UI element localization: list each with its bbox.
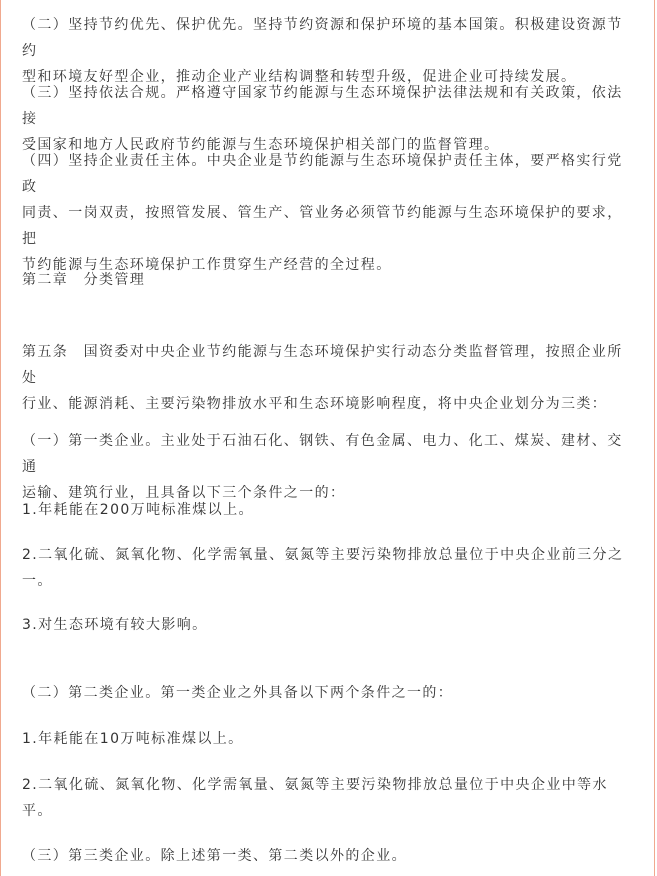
condition-item (22, 497, 636, 523)
article-5-paragraph (22, 339, 636, 417)
condition-item (22, 542, 636, 594)
chapter-heading (22, 267, 636, 293)
text-line: 3.对生态环境有较大影响。 (22, 617, 208, 633)
text-line: 第五条 国资委对中央企业节约能源与生态环境保护实行动态分类监督管理，按照企业所处 (22, 344, 623, 386)
condition-item (22, 612, 636, 638)
condition-item (22, 726, 636, 752)
text-line: （二）第二类企业。第一类企业之外具备以下两个条件之一的： (22, 685, 454, 701)
category-2-paragraph (22, 680, 636, 706)
text-line: （一）第一类企业。主业处于石油石化、钢铁、有色金属、电力、化工、煤炭、建材、交通 (22, 433, 623, 475)
text-line: 行业、能源消耗、主要污染物排放水平和生态环境影响程度，将中央企业划分为三类： (22, 396, 608, 412)
paragraph-principle-4 (22, 148, 636, 278)
paragraph-principle-2 (22, 12, 636, 90)
category-3-paragraph (22, 843, 636, 869)
text-line: （二）坚持节约优先、保护优先。坚持节约资源和保护环境的基本国策。积极建设资源节约 (22, 17, 623, 59)
text-line: 型和环境友好型企业，推动企业产业结构调整和转型升级，促进企业可持续发展。 (22, 69, 577, 85)
text-line: 第二章 分类管理 (22, 272, 146, 288)
text-line: 1.年耗能在200万吨标准煤以上。 (22, 502, 254, 518)
paragraph-principle-3 (22, 80, 636, 158)
text-line: 同责、一岗双责，按照管发展、管生产、管业务必须管节约能源与生态环境保护的要求，把 (22, 205, 623, 247)
text-line: （三）第三类企业。除上述第一类、第二类以外的企业。 (22, 848, 407, 864)
text-line: 一。 (22, 573, 53, 589)
text-line: （四）坚持企业责任主体。中央企业是节约能源与生态环境保护责任主体，要严格实行党政 (22, 153, 623, 195)
text-line: 2.二氧化硫、氮氧化物、化学需氧量、氨氮等主要污染物排放总量位于中央企业前三分之 (22, 547, 624, 563)
text-line: 受国家和地方人民政府节约能源与生态环境保护相关部门的监督管理。 (22, 137, 500, 153)
text-line: 运输、建筑行业，且具备以下三个条件之一的： (22, 485, 346, 501)
category-1-paragraph (22, 428, 636, 506)
text-line: 2.二氧化硫、氮氧化物、化学需氧量、氨氮等主要污染物排放总量位于中央企业中等水平。 (22, 777, 608, 819)
text-line: （三）坚持依法合规。严格遵守国家节约能源与生态环境保护法律法规和有关政策，依法接 (22, 85, 623, 127)
text-line: 1.年耗能在10万吨标准煤以上。 (22, 731, 244, 747)
condition-item (22, 772, 636, 824)
text-line: 节约能源与生态环境保护工作贯穿生产经营的全过程。 (22, 257, 392, 273)
